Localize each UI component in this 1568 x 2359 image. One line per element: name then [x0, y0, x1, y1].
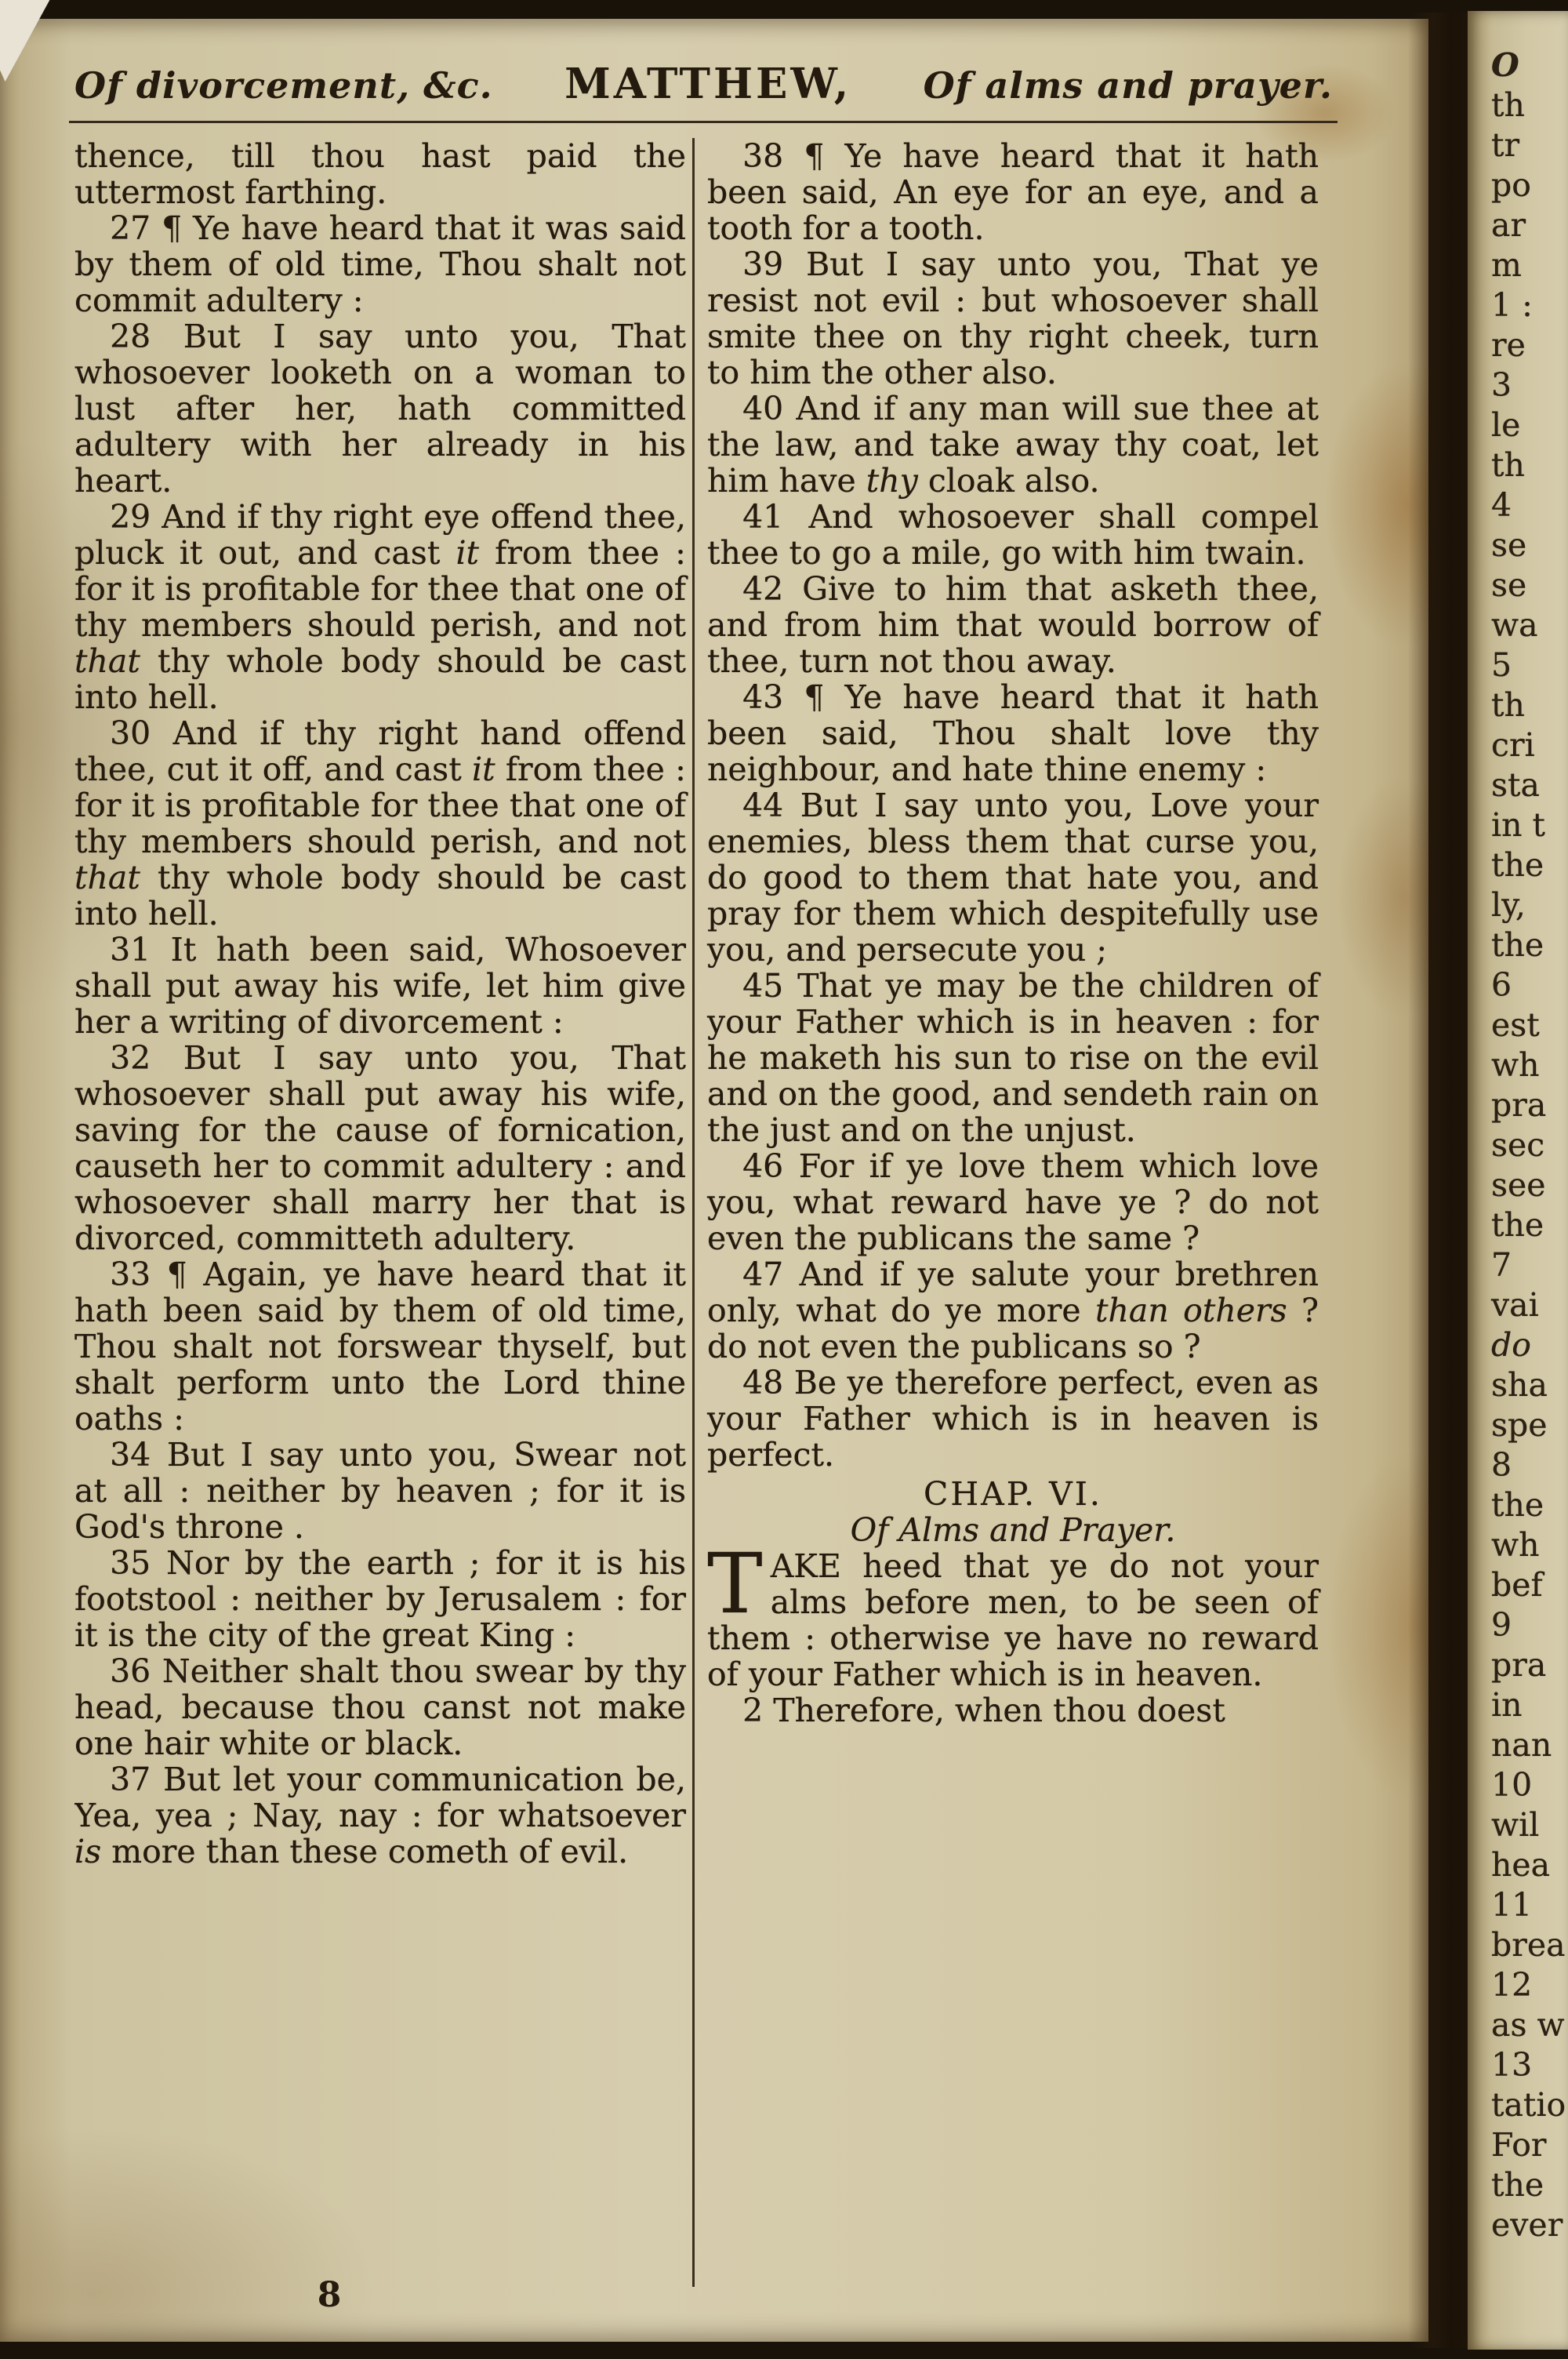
verse-number: 29	[110, 498, 151, 536]
next-page-fragment: nan	[1491, 1726, 1552, 1764]
next-page-fragment: 12	[1491, 1966, 1533, 2004]
next-page-fragment: For	[1491, 2126, 1547, 2164]
verse-40: 40 And if any man will sue thee at the law, and take away thy coat, let him have thy cloak also.	[707, 390, 1319, 500]
next-page-fragment: sha	[1491, 1366, 1548, 1404]
next-page-fragment: the	[1491, 926, 1544, 964]
page-header	[74, 60, 1333, 108]
next-page-fragment: ever	[1491, 2206, 1563, 2244]
next-page-fragment: wh	[1491, 1046, 1540, 1084]
next-page-fragment: th	[1491, 686, 1525, 724]
next-page-fragment: bef	[1491, 1566, 1543, 1604]
next-page-fragment: in	[1491, 1686, 1523, 1724]
verse-number: 42	[742, 570, 784, 608]
verse-28: 28 But I say unto you, That whosoever looketh on a woman to lust after her, hath committed adultery with her already in his heart.	[74, 318, 686, 500]
next-page-fragment: the	[1491, 2166, 1544, 2204]
verse-44: 44 But I say unto you, Love your enemies, bless them that curse you, do good to them that hate you, and pray for them which despitefully use you, and persecute you ;	[707, 787, 1319, 969]
drop-cap-initial: T	[707, 1536, 763, 1632]
verse-27: 27 ¶ Ye have heard that it was said by them of old time, Thou shalt not commit adultery :	[74, 209, 686, 319]
verse-number: 27	[110, 209, 151, 247]
italic-word: is	[74, 1833, 102, 1870]
next-page-fragment: as w	[1491, 2006, 1565, 2044]
next-page-fragment: m	[1491, 246, 1522, 284]
next-page-fragment: cri	[1491, 726, 1535, 764]
verse-number: 44	[742, 787, 784, 824]
chapter-heading: CHAP. VI.	[924, 1475, 1102, 1513]
next-page-fragment: ly,	[1491, 886, 1526, 924]
verse-1-dropcap: TAKE heed that ye do not your alms before men, to be seen of them : otherwise ye have no reward of your Father which is in heaven.	[707, 1536, 1319, 1693]
next-page-fragment: est	[1491, 1006, 1540, 1044]
next-page-fragment: 8	[1491, 1446, 1512, 1484]
header-rule	[69, 121, 1338, 123]
verse-30: 30 And if thy right hand offend thee, cut it off, and cast it from thee : for it is profitable for thee that one of thy members should perish, and not that thy whole body should be cast into hell.	[74, 714, 686, 932]
verse-47: 47 And if ye salute your brethren only, what do ye more than others ? do not even the publicans so ?	[707, 1256, 1319, 1365]
next-page-fragment: brea	[1491, 1926, 1566, 1964]
next-page-fragment: the	[1491, 1486, 1544, 1524]
next-page-fragment: wil	[1491, 1806, 1540, 1844]
text-columns	[74, 138, 1333, 2287]
verse-number: 34	[110, 1436, 151, 1474]
verse-number: 31	[110, 931, 151, 969]
next-page-fragment: 3	[1491, 366, 1512, 404]
verse-32: 32 But I say unto you, That whosoever shall put away his wife, saving for the cause of fornication, causeth her to commit adultery : and whosoever shall marry her that is divorced, committeth adultery.	[74, 1039, 686, 1257]
verse-number: 28	[110, 318, 151, 355]
verse-39: 39 But I say unto you, That ye resist not evil : but whosoever shall smite thee on thy right cheek, turn to him the other also.	[707, 245, 1319, 391]
drop-cap-rest: AKE	[770, 1547, 841, 1585]
next-page-fragment: wh	[1491, 1526, 1540, 1564]
verse-number: 41	[742, 498, 784, 536]
next-page-fragment	[1491, 1325, 1568, 1365]
next-page-fragment: tr	[1491, 126, 1520, 164]
verse-38: 38 ¶ Ye have heard that it hath been said, An eye for an eye, and a tooth for a tooth.	[707, 138, 1319, 247]
next-page-fragment: spe	[1491, 1406, 1548, 1444]
next-page-fragment: tatio	[1491, 2086, 1566, 2124]
verse-48: 48 Be ye therefore perfect, even as your Father which is in heaven is perfect.	[707, 1364, 1319, 1474]
verse-number: 40	[742, 390, 784, 427]
verse-number: 38	[742, 138, 784, 175]
next-page-fragment: pra	[1491, 1646, 1547, 1684]
verse-46: 46 For if ye love them which love you, what reward have ye ? do not even the publicans the same ?	[707, 1147, 1319, 1257]
next-page-fragment: pra	[1491, 1086, 1547, 1124]
verse-number: 36	[110, 1652, 151, 1690]
next-page-fragment: O	[1491, 46, 1519, 84]
next-page-fragment: 6	[1491, 966, 1512, 1004]
bible-page	[0, 19, 1428, 2342]
next-page-fragment: 9	[1491, 1606, 1512, 1644]
next-page-fragment: 7	[1491, 1246, 1512, 1284]
text-column-left	[74, 138, 686, 2287]
next-page-fragment: see	[1491, 1166, 1546, 1204]
next-page-fragment: hea	[1491, 1846, 1551, 1884]
next-page-fragment: th	[1491, 446, 1525, 484]
verse-number: 30	[110, 714, 151, 752]
running-head-right: Of alms and prayer.	[923, 64, 1333, 107]
verse-number: 35	[110, 1544, 151, 1582]
verse-31: 31 It hath been said, Whosoever shall put away his wife, let him give her a writing of divorcement :	[74, 931, 686, 1041]
next-page-fragment: the	[1491, 846, 1544, 884]
next-page-fragment: 11	[1491, 1886, 1533, 1924]
book-title: MATTHEW,	[564, 60, 852, 108]
next-page-fragment: se	[1491, 566, 1527, 604]
verse-36: 36 Neither shalt thou swear by thy head, because thou canst not make one hair white or black.	[74, 1652, 686, 1762]
next-page-fragment: 4	[1491, 486, 1512, 524]
next-page-fragment: 10	[1491, 1766, 1533, 1804]
italic-word: it	[456, 534, 480, 572]
verse-33: 33 ¶ Again, ye have heard that it hath been said by them of old time, Thou shalt not forswear thyself, but shalt perform unto the Lord thine oaths :	[74, 1256, 686, 1438]
next-page-fragment: 1 :	[1491, 286, 1533, 324]
next-page-fragment: 13	[1491, 2046, 1533, 2084]
verse-34: 34 But I say unto you, Swear not at all : neither by heaven ; for it is God's throne .	[74, 1436, 686, 1546]
next-page-fragment: ar	[1491, 206, 1526, 244]
italic-word: that	[74, 642, 140, 680]
verse-number: 47	[742, 1256, 784, 1293]
next-page-fragment: se	[1491, 526, 1527, 564]
next-page-fragment: 5	[1491, 646, 1512, 684]
next-page-fragment: re	[1491, 326, 1526, 364]
verse-number: 45	[742, 967, 784, 1005]
text-column-right	[707, 138, 1319, 2287]
italic-word: it	[471, 751, 495, 788]
verse-number: 39	[742, 245, 784, 283]
verse-number: 33	[110, 1256, 151, 1293]
verse-43: 43 ¶ Ye have heard that it hath been said, Thou shalt love thy neighbour, and hate thine enemy :	[707, 678, 1319, 788]
next-page-fragment: po	[1491, 166, 1531, 204]
next-page-fragment: wa	[1491, 606, 1538, 644]
verse-37: 37 But let your communication be, Yea, yea ; Nay, nay : for whatsoever is more than these cometh of evil.	[74, 1761, 686, 1870]
verse-42: 42 Give to him that asketh thee, and from him that would borrow of thee, turn not thou away.	[707, 570, 1319, 680]
verse-number: 32	[110, 1039, 151, 1077]
next-page-fragment: th	[1491, 86, 1525, 124]
running-head-left: Of divorcement, &c.	[74, 64, 493, 107]
verse-number: 37	[110, 1761, 151, 1798]
page-number: 8	[317, 2275, 342, 2315]
next-page-fragment: sta	[1491, 766, 1540, 804]
italic-word: thy	[866, 462, 918, 500]
italic-word: do	[1491, 1326, 1531, 1364]
next-page-edge	[1468, 11, 1568, 2350]
next-page-fragment: sec	[1491, 1126, 1545, 1164]
next-page-text-fragments	[1491, 45, 1568, 2245]
verse-continuation: thence, till thou hast paid the uttermost farthing.	[74, 138, 686, 211]
verse-number: 2	[742, 1692, 764, 1729]
binding-gutter-shadow	[1408, 13, 1474, 2348]
verse-29: 29 And if thy right eye offend thee, pluck it out, and cast it from thee : for it is profitable for thee that one of thy members should perish, and not that thy whole body should be cast into hell.	[74, 498, 686, 716]
verse-number: 46	[742, 1147, 784, 1185]
verse-2: 2 Therefore, when thou doest	[742, 1692, 1225, 1729]
verse-number: 43	[742, 678, 784, 716]
next-page-fragment: le	[1491, 406, 1521, 444]
verse-45: 45 That ye may be the children of your Father which is in heaven : for he maketh his sun to rise on the evil and on the good, and sendeth rain on the just and on the unjust.	[707, 967, 1319, 1149]
verse-number: 48	[742, 1364, 784, 1401]
italic-word: that	[74, 859, 140, 896]
verse-35: 35 Nor by the earth ; for it is his footstool : neither by Jerusalem : for it is the city of the great King :	[74, 1544, 686, 1654]
next-page-fragment: in t	[1491, 806, 1546, 844]
next-page-fragment: the	[1491, 1206, 1544, 1244]
verse-41: 41 And whosoever shall compel thee to go a mile, go with him twain.	[707, 498, 1319, 572]
column-divider-rule	[692, 138, 695, 2287]
italic-word: than others	[1095, 1292, 1287, 1329]
chapter-subtitle: Of Alms and Prayer.	[850, 1511, 1176, 1549]
next-page-fragment: vai	[1491, 1286, 1539, 1324]
